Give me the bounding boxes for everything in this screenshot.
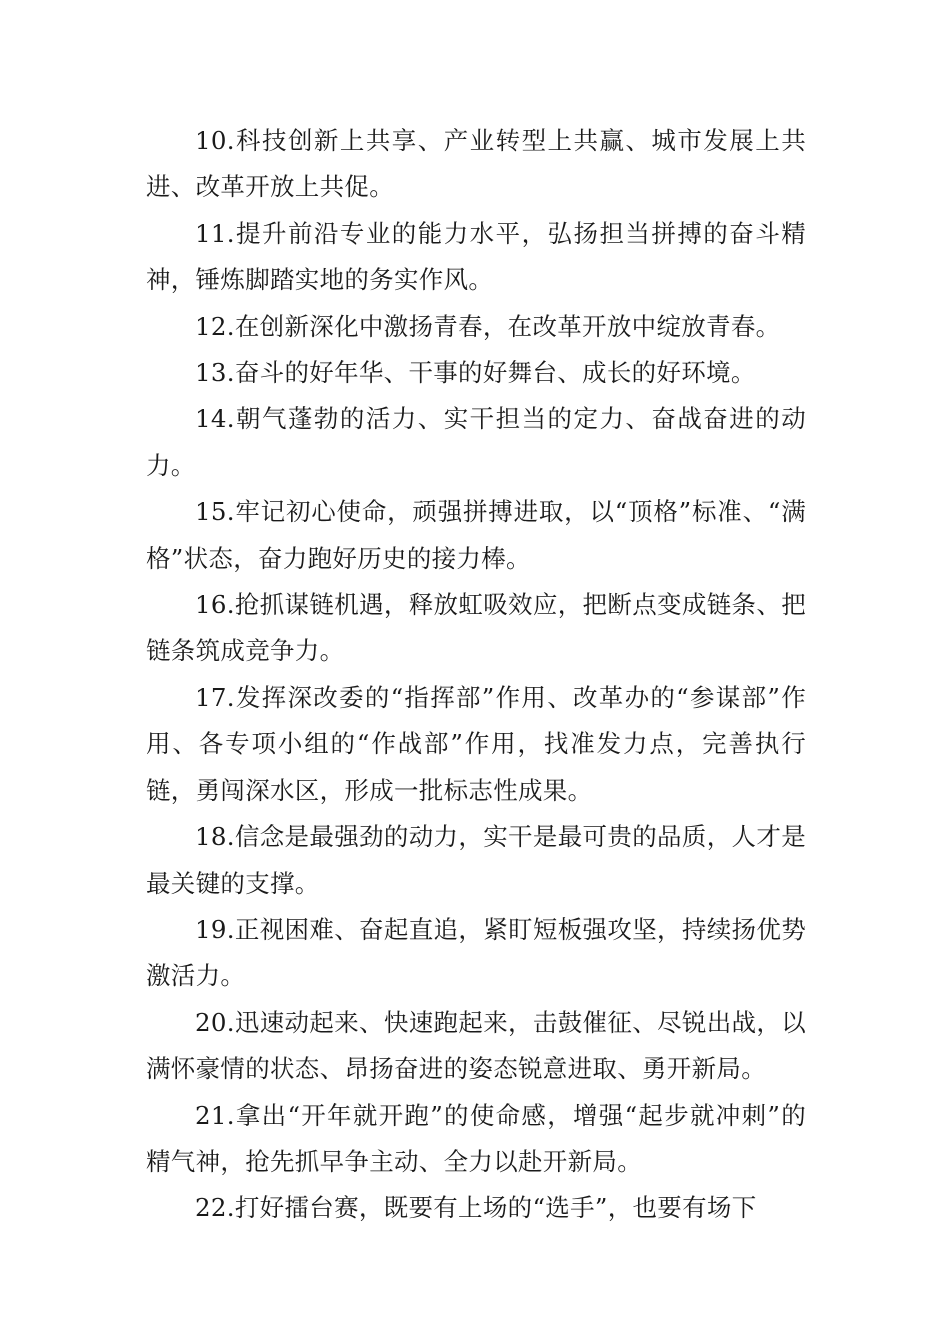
list-item: 16.抢抓谋链机遇，释放虹吸效应，把断点变成链条、把链条筑成竞争力。 bbox=[146, 590, 806, 666]
list-item: 18.信念是最强劲的动力，实干是最可贵的品质，人才是最关键的支撑。 bbox=[146, 822, 806, 898]
list-item: 20.迅速动起来、快速跑起来，击鼓催征、尽锐出战，以满怀豪情的状态、昂扬奋进的姿态锐意进取、勇开新局。 bbox=[146, 1007, 806, 1084]
list-item: 11.提升前沿专业的能力水平，弘扬担当拼搏的奋斗精神，锤炼脚踏实地的务实作风。 bbox=[146, 218, 806, 295]
list-item: 17.发挥深改委的“指挥部”作用、改革办的“参谋部”作用、各专项小组的“作战部”作用，找准发力点，完善执行链，勇闯深水区，形成一批标志性成果。 bbox=[146, 682, 806, 805]
list-item: 13.奋斗的好年华、干事的好舞台、成长的好环境。 bbox=[195, 358, 756, 388]
list-item: 22.打好擂台赛，既要有上场的“选手”，也要有场下 bbox=[195, 1193, 757, 1223]
list-item: 15.牢记初心使命，顽强拼搏进取，以“顶格”标准、“满格”状态，奋力跑好历史的接力棒。 bbox=[146, 497, 806, 573]
document-body bbox=[146, 118, 806, 1232]
list-item: 10.科技创新上共享、产业转型上共赢、城市发展上共进、改革开放上共促。 bbox=[146, 126, 806, 202]
list-item: 21.拿出“开年就开跑”的使命感，增强“起步就冲刺”的精气神，抢先抓早争主动、全力以赴开新局。 bbox=[146, 1100, 806, 1176]
list-item: 14.朝气蓬勃的活力、实干担当的定力、奋战奋进的动力。 bbox=[146, 404, 806, 480]
list-item: 19.正视困难、奋起直追，紧盯短板强攻坚，持续扬优势激活力。 bbox=[146, 914, 806, 991]
list-item: 12.在创新深化中激扬青春，在改革开放中绽放青春。 bbox=[195, 311, 781, 341]
